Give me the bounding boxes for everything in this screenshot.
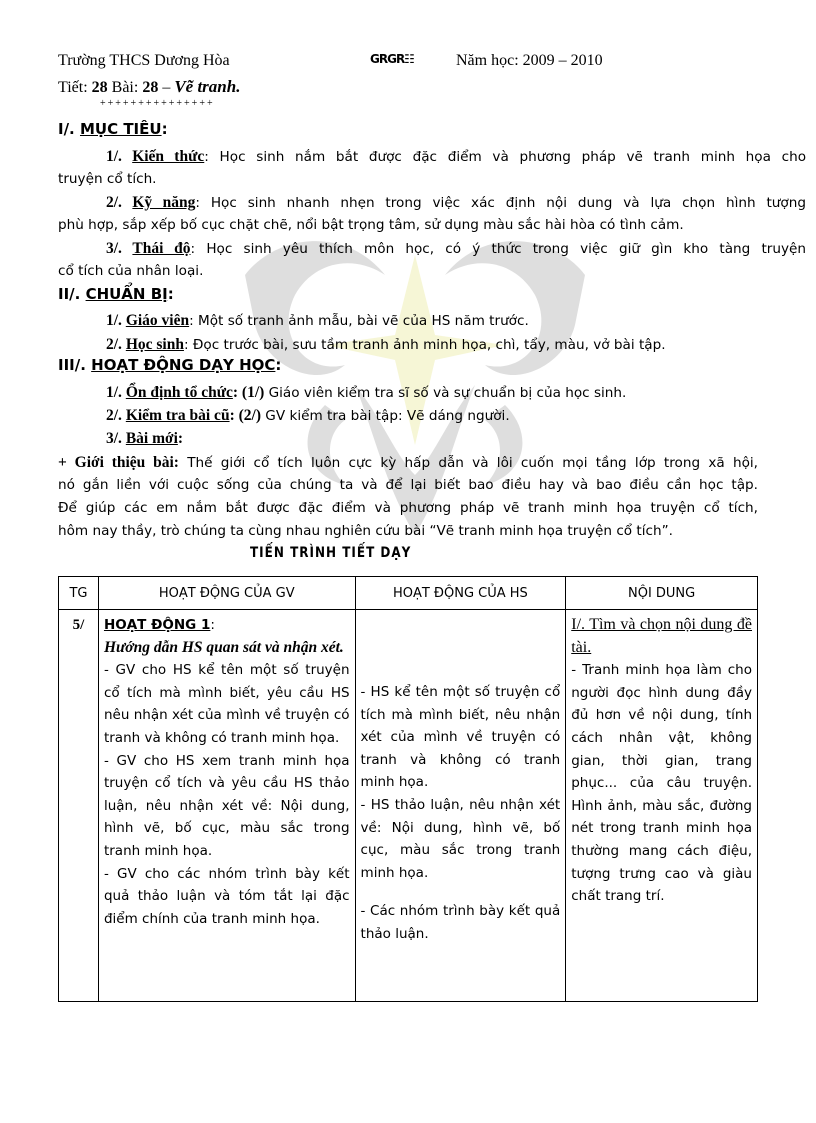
intro-line-2: nó gắn liền với cuộc sống của chúng ta và để lại biết bao điều hay và bao điều cần học tập. — [58, 477, 758, 493]
header-ornament: GRGR☷ — [370, 52, 414, 66]
activity-new-lesson: 3/. Bài mới: — [106, 430, 184, 447]
intro-line-3: Để giúp các em nắm bắt được đặc điểm và phương pháp vẽ tranh minh họa truyện cổ tích, — [58, 500, 758, 516]
intro-line-1: + Giới thiệu bài: Thế giới cổ tích luôn cực kỳ hấp dẫn và lôi cuốn mọi tầng lớp trong xã hội, — [58, 454, 758, 471]
cell-teacher-activity: HOẠT ĐỘNG 1: Hướng dẫn HS quan sát và nhận xét. - GV cho HS kể tên một số truyện cổ tích mà mình biết, yêu cầu HS nêu nhận xét của mình về truyện có tranh và không có tranh minh họa. - GV cho HS xem tranh minh họa truyện cổ tích và yêu cầu HS thảo luận, nêu nhận xét về: Nội dung, hình vẽ, bố cục, màu sắc trong tranh minh họa. - GV cho các nhóm trình bày kết quả thảo luận và tóm tắt lại đặc điểm chính của tranh minh họa. — [98, 610, 355, 1002]
prep-student: 2/. Học sinh: Đọc trước bài, sưu tầm tranh ảnh minh họa, chì, tẩy, màu, vở bài tập. — [106, 336, 666, 353]
col-header-content: NỘI DUNG — [566, 577, 758, 610]
prep-teacher: 1/. Giáo viên: Một số tranh ảnh mẫu, bài vẽ của HS năm trước. — [106, 312, 529, 329]
cell-time: 5/ — [59, 610, 99, 1002]
lesson-title: Vẽ tranh. — [174, 77, 241, 96]
cell-student-activity: - HS kể tên một số truyện cổ tích mà mình biết, nêu nhận xét của mình về truyện có tranh và không có tranh minh họa. - HS thảo luận, nêu nhận xét về: Nội dung, hình vẽ, bố cục, màu sắc trong tranh minh họa. - Các nhóm trình bày kết quả thảo luận. — [355, 610, 566, 1002]
section-activities-heading: III/. HOẠT ĐỘNG DẠY HỌC: — [58, 356, 282, 374]
table-row — [59, 610, 758, 1002]
school-name: Trường THCS Dương Hòa — [58, 52, 230, 69]
cell-content: I/. Tìm và chọn nội dung đề tài. - Tranh minh họa làm cho người đọc hình dung đầy đủ hơn về nội dung, tính cách nhân vật, không gian, thời gian, trang phục... của câu truyện. Hình ảnh, màu sắc, đường nét trong tranh minh họa thường mang cách điệu, tượng trưng cao và giàu chất trang trí. — [566, 610, 758, 1002]
school-year: Năm học: 2009 – 2010 — [456, 52, 603, 69]
objective-skills: 2/. Kỹ năng: Học sinh nhanh nhẹn trong việc xác định nội dung và lựa chọn hình tượng — [106, 194, 806, 211]
col-header-time: TG — [59, 577, 99, 610]
objective-knowledge: 1/. Kiến thức: Học sinh nắm bắt được đặc điểm và phương pháp vẽ tranh minh họa cho — [106, 148, 807, 165]
objective-skills-cont: phù hợp, sắp xếp bố cục chặt chẽ, nổi bật trọng tâm, sử dụng màu sắc hài hòa có tình cảm. — [58, 217, 684, 233]
col-header-teacher: HOẠT ĐỘNG CỦA GV — [98, 577, 355, 610]
lesson-line: Tiết: 28 Bài: 28 – Vẽ tranh. — [58, 77, 241, 96]
objective-knowledge-cont: truyện cổ tích. — [58, 171, 157, 187]
objective-attitude-cont: cổ tích của nhân loại. — [58, 263, 204, 279]
activity-check-old: 2/. Kiểm tra bài cũ: (2/) GV kiểm tra bài tập: Vẽ dáng người. — [106, 407, 510, 424]
activity-stabilize: 1/. Ổn định tổ chức: (1/) Giáo viên kiểm tra sĩ số và sự chuẩn bị của học sinh. — [106, 384, 627, 401]
section-objectives-heading: I/. MỤC TIÊU: — [58, 120, 168, 138]
table-heading: TIẾN TRÌNH TIẾT DẠY — [250, 543, 412, 561]
objective-attitude: 3/. Thái độ: Học sinh yêu thích môn học, có ý thức trong việc giữ gìn kho tàng truyện — [106, 240, 807, 257]
section-preparation-heading: II/. CHUẨN BỊ: — [58, 285, 174, 303]
star-divider: +++++++++++++++ — [100, 98, 215, 109]
lesson-progress-table — [58, 576, 758, 1002]
table-header-row — [59, 577, 758, 610]
col-header-student: HOẠT ĐỘNG CỦA HS — [355, 577, 566, 610]
intro-line-4: hôm nay thầy, trò chúng ta cùng nhau nghiên cứu bài “Vẽ tranh minh họa truyện cổ tích”. — [58, 523, 673, 539]
